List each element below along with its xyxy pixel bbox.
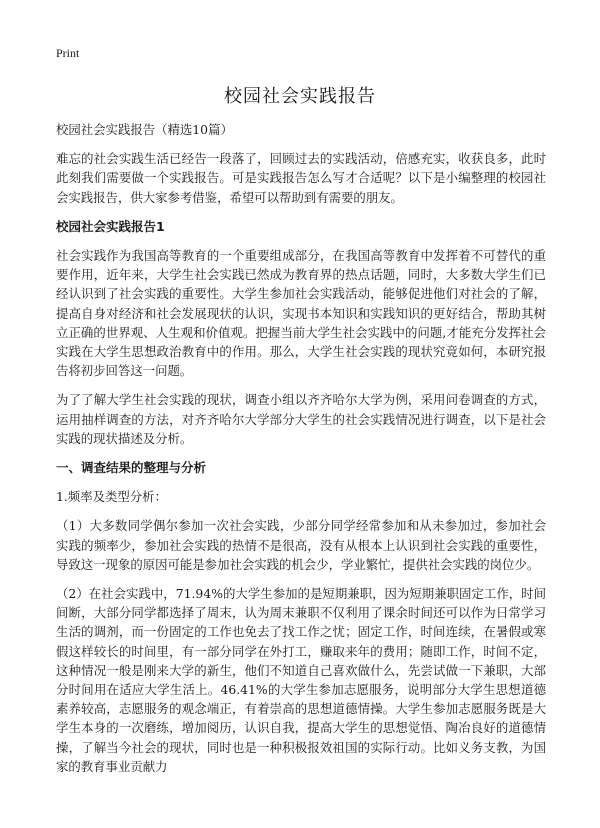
list-item-1: （1）大多数同学偶尔参加一次社会实践，少部分同学经常参加和从未参加过，参加社会实践的频率少，参加社会实践的热情不是很高，没有从根本上认识到社会实践的重要性，导致这一现象的原因可能是参加社会实践的机会少，学业繁忙，提供社会实践的岗位少。 <box>56 518 546 572</box>
document-body <box>56 120 546 786</box>
document-subtitle: 校园社会实践报告（精选10篇） <box>56 122 233 137</box>
body-paragraph-1: 社会实践作为我国高等教育的一个重要组成部分，在我国高等教育中发挥着不可替代的重要作用，近年来，大学生社会实践已然成为教育界的热点话题，同时，大多数大学生们已经认识到了社会实践的重要性。大学生参加社会实践活动，能够促进他们对社会的了解，提高自身对经济和社会发展现状的认识，实现书本知识和实践知识的更好结合，帮助其树立正确的世界观、人生观和价值观。把握当前大学生社会实践中的问题,才能充分发挥社会实践在大学生思想政治教育中的作用。那么，大学生社会实践的现状究竟如何，本研究报告将初步回答这一问题。 <box>56 248 546 379</box>
document-title: 校园社会实践报告 <box>224 86 376 107</box>
intro-paragraph: 难忘的社会实践生活已经告一段落了，回顾过去的实践活动，倍感充实，收获良多，此时此刻我们需要做一个实践报告。可是实践报告怎么写才合适呢？以下是小编整理的校园社会实践报告，供大家参考借鉴，希望可以帮助到有需要的朋友。 <box>56 151 546 205</box>
section-heading-1: 一、调查结果的整理与分析 <box>56 460 207 476</box>
body-paragraph-2: 为了了解大学生社会实践的现状，调查小组以齐齐哈尔大学为例，采用问卷调查的方式，运用抽样调查的方法，对齐齐哈尔大学部分大学生的社会实践情况进行调查，以下是社会实践的现状描述及分析。 <box>56 392 546 446</box>
print-label: Print <box>56 46 80 60</box>
subsection-heading-1: 1.频率及类型分析： <box>56 489 167 505</box>
report-1-heading: 校园社会实践报告1 <box>56 218 165 234</box>
list-item-2: （2）在社会实践中，71.94%的大学生参加的是短期兼职，因为短期兼职固定工作，时间间断，大部分同学都选择了周末，认为周末兼职不仅利用了课余时间还可以作为日常学习生活的调剂，而一份固定的工作也免去了找工作之忧；固定工作，时间连续，在暑假或寒假这样较长的时间里，有一部分同学在外打工，赚取来年的费用；随即工作，时间不定，这种情况一般是刚来大学的新生，他们不知道自己喜欢做什么，先尝试做一下兼职，大部分时间用在适应大学生活上。46.41%的大学生参加志愿服务，说明部分大学生思想道德素养较高，志愿服务的观念端正，有着崇高的思想道德情操。大学生参加志愿服务既是大学生本身的一次磨练，增加阅历，认识自我，提高大学生的思想觉悟、陶冶良好的道德情操，了解当今社会的现状，同时也是一种积极报效祖国的实际行动。比如义务支教，为国家的教育事业贡献力 <box>56 586 546 774</box>
